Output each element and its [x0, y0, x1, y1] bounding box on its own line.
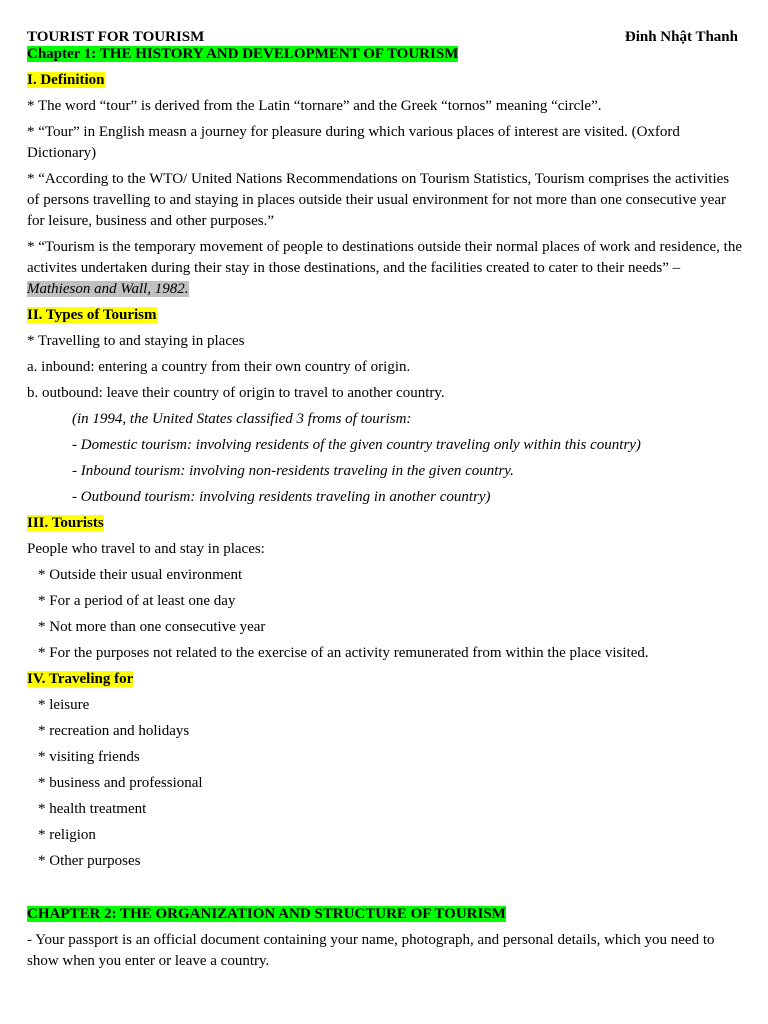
chapter2-title: CHAPTER 2: THE ORGANIZATION AND STRUCTURE OF TOURISM	[27, 906, 506, 922]
definition-paragraph-4-text: * “Tourism is the temporary movement of people to destinations outside their normal places of work and residence, the activites undertaken during their stay in those destinations, and the facilities created to cater to their needs” –	[27, 239, 743, 276]
tourists-heading: III. Tourists	[27, 515, 104, 531]
document-title: TOURIST FOR TOURISM	[27, 29, 205, 45]
types-note-outbound: - Outbound tourism: involving residents traveling in another country)	[72, 489, 491, 505]
types-note-domestic: - Domestic tourism: involving residents of the given country traveling only within this country)	[72, 437, 641, 453]
document-author: Đinh Nhật Thanh	[624, 29, 738, 45]
document-body	[27, 70, 742, 977]
traveling-heading: IV. Traveling for	[27, 671, 134, 687]
types-inbound: a. inbound: entering a country from their own country of origin.	[27, 359, 411, 375]
definition-paragraph-4	[27, 237, 742, 300]
section-spacer	[27, 877, 742, 904]
chapter2-paragraph-1: - Your passport is an official document containing your name, photograph, and personal details, which you need to show when you enter or leave a country.	[27, 932, 715, 969]
tourists-intro: People who travel to and stay in places:	[27, 541, 265, 557]
list-item: * Outside their usual environment	[38, 567, 243, 583]
types-heading: II. Types of Tourism	[27, 307, 157, 323]
list-item: * For the purposes not related to the exercise of an activity remunerated from within the place visited.	[38, 645, 649, 661]
definition-heading: I. Definition	[27, 72, 105, 88]
list-item: * religion	[38, 827, 96, 843]
list-item: * health treatment	[38, 801, 147, 817]
list-item: * business and professional	[38, 775, 203, 791]
list-item: * Not more than one consecutive year	[38, 619, 266, 635]
definition-paragraph-2: * “Tour” in English measn a journey for pleasure during which various places of interest are visited. (Oxford Dictionary)	[27, 124, 680, 161]
list-item: * leisure	[38, 697, 90, 713]
definition-paragraph-1: * The word “tour” is derived from the Latin “tornare” and the Greek “tornos” meaning “circle”.	[27, 98, 602, 114]
types-outbound: b. outbound: leave their country of origin to travel to another country.	[27, 385, 445, 401]
list-item: * recreation and holidays	[38, 723, 190, 739]
chapter1-title: Chapter 1: THE HISTORY AND DEVELOPMENT OF TOURISM	[27, 46, 459, 62]
types-note-intro: (in 1994, the United States classified 3 froms of tourism:	[72, 411, 412, 427]
list-item: * visiting friends	[38, 749, 140, 765]
list-item: * Other purposes	[38, 853, 141, 869]
types-intro: * Travelling to and staying in places	[27, 333, 245, 349]
definition-paragraph-3: * “According to the WTO/ United Nations Recommendations on Tourism Statistics, Tourism comprises the activities of persons travelling to and staying in places outside their usual environment for not more than one consecutive year for leisure, business and other purposes.”	[27, 171, 730, 229]
definition-citation: Mathieson and Wall, 1982.	[27, 281, 189, 297]
list-item: * For a period of at least one day	[38, 593, 236, 609]
types-note-inbound: - Inbound tourism: involving non-residents traveling in the given country.	[72, 463, 514, 479]
